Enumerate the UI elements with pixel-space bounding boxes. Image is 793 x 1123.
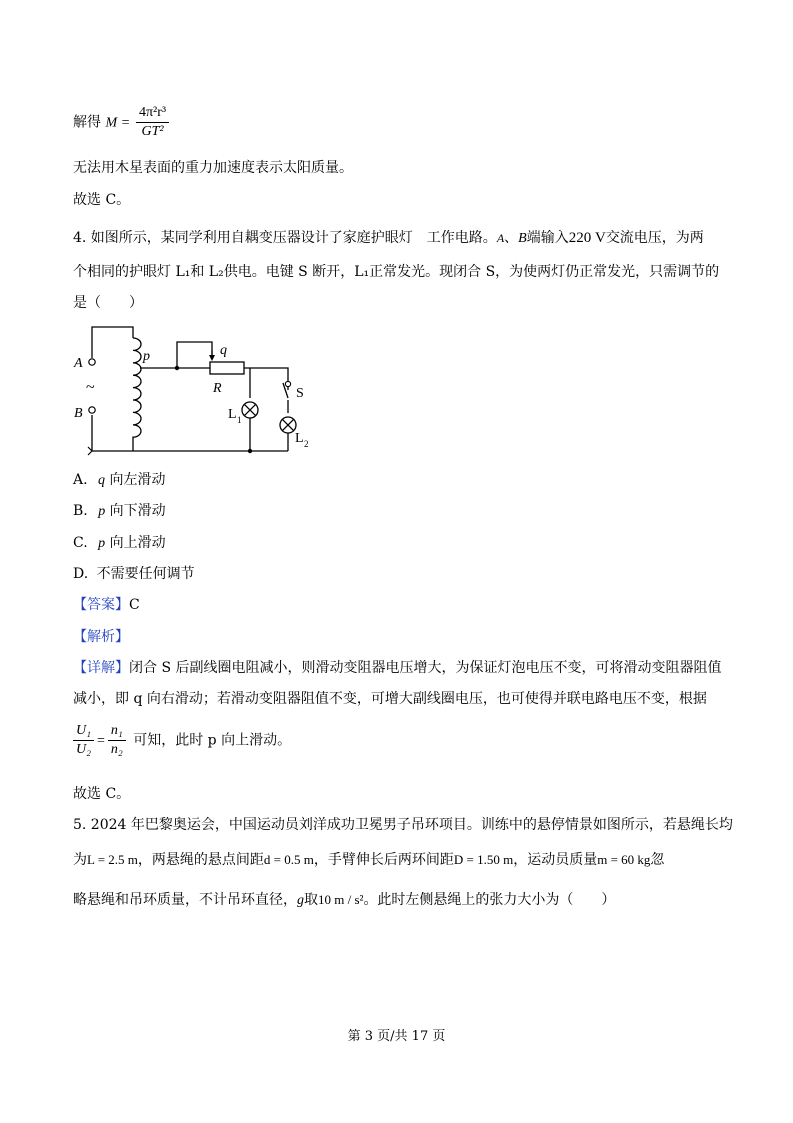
transformer-coil bbox=[133, 338, 141, 451]
q5-stem-line2 bbox=[73, 850, 664, 870]
q4-line1-text: 4. 如图所示，某同学利用自耦变压器设计了家庭护眼灯 工作电路。 bbox=[73, 230, 497, 246]
q4-stem-line2: 个相同的护眼灯 L₁和 L₂供电。电键 S 断开，L₁正常发光。现闭合 S，为使两灯仍正常发光，只需调节的 bbox=[73, 264, 720, 280]
junction-dot bbox=[248, 449, 252, 453]
formula-denominator: GT² bbox=[141, 124, 164, 139]
label-l2: L bbox=[295, 431, 304, 446]
option-c[interactable] bbox=[73, 533, 166, 554]
q5-l3-b: 取 bbox=[304, 892, 318, 908]
q5-g: g bbox=[297, 893, 304, 908]
q4-terminal-a: A bbox=[496, 231, 505, 245]
label-q: q bbox=[220, 343, 227, 358]
answer-line bbox=[73, 595, 140, 615]
solution-formula: 解得 M = $\frac{\text{4π²r³}}{\text{GT²}}$ bbox=[73, 104, 172, 141]
circuit-diagram bbox=[70, 320, 310, 460]
q5-mass: m = 60 kg bbox=[597, 852, 651, 867]
label-p: p bbox=[143, 349, 150, 364]
page-footer: 第 3 页/共 17 页 bbox=[347, 1029, 446, 1044]
slider-arrow-icon bbox=[209, 355, 215, 361]
ratio-n2: n₂ bbox=[110, 742, 123, 757]
option-a-text: 向左滑动 bbox=[109, 472, 166, 488]
note-text: 无法用木星表面的重力加速度表示太阳质量。 bbox=[73, 160, 353, 176]
ratio-u bbox=[73, 722, 94, 759]
detail-line1 bbox=[73, 658, 722, 678]
q5-stem-line1: 5. 2024 年巴黎奥运会，中国运动员刘洋成功卫冕男子吊环项目。训练中的悬停情景如图所示，若悬绳长均 bbox=[73, 817, 733, 833]
q4-mid: 端输入 bbox=[526, 230, 569, 246]
q5-l3-c: 。此时左侧悬绳上的张力大小为（ ） bbox=[363, 892, 616, 908]
q4-stem-line3: 是（ ） bbox=[73, 295, 143, 311]
option-c-text: 向上滑动 bbox=[109, 535, 166, 551]
formula-fraction bbox=[136, 104, 169, 141]
ratio-n bbox=[108, 722, 126, 759]
q4-conclusion: 故选 C。 bbox=[73, 786, 131, 802]
conclusion-prev: 故选 C。 bbox=[73, 192, 131, 208]
label-b: B bbox=[74, 406, 83, 421]
option-b-text: 向下滑动 bbox=[109, 503, 166, 519]
analysis-tag: 【解析】 bbox=[73, 629, 129, 645]
q4-sep: 、 bbox=[504, 230, 519, 246]
junction-dot bbox=[175, 366, 179, 370]
option-d-text: 不需要任何调节 bbox=[96, 566, 195, 582]
q5-l2-f: 忽 bbox=[650, 852, 665, 868]
answer-value: C bbox=[129, 597, 140, 613]
option-a-var: q bbox=[98, 473, 106, 488]
label-l2-sub: 2 bbox=[304, 439, 309, 449]
q5-l2-a: 为 bbox=[73, 852, 87, 868]
wire-a-top bbox=[92, 327, 133, 358]
label-l1: L bbox=[228, 407, 237, 422]
option-a[interactable] bbox=[73, 470, 165, 491]
q5-l2-b: ，两悬绳的悬点间距 bbox=[137, 852, 264, 868]
label-r: R bbox=[213, 381, 222, 396]
detail-text-3: 可知，此时 p 向上滑动。 bbox=[133, 732, 292, 749]
option-c-var: p bbox=[98, 536, 106, 551]
option-d[interactable] bbox=[73, 564, 195, 584]
formula-lhs: M bbox=[105, 115, 118, 131]
label-a: A bbox=[74, 356, 83, 371]
detail-line3: $\frac{\text{U₁}}{\text{U₂}}$ = $\frac{\text{n₁}}{\text{n₂}}$ 可知，此时 p 向上滑动。 bbox=[73, 722, 291, 759]
option-b-letter: B. bbox=[73, 503, 88, 519]
analysis-line bbox=[73, 627, 129, 647]
q5-spacing-big-d: D = 1.50 m bbox=[453, 852, 514, 867]
option-c-letter: C. bbox=[73, 535, 88, 551]
ratio-u1: U₁ bbox=[73, 722, 94, 741]
terminal-a-icon bbox=[89, 359, 95, 365]
solve-prefix: 解得 bbox=[73, 114, 101, 131]
detail-tag: 【详解】 bbox=[73, 660, 129, 676]
label-ac: ~ bbox=[86, 379, 95, 396]
option-d-letter: D. bbox=[73, 566, 89, 582]
rheostat-r bbox=[210, 362, 244, 374]
detail-text-1: 闭合 S 后副线圈电阻减小，则滑动变阻器电压增大，为保证灯泡电压不变，可将滑动变阻器阻值 bbox=[129, 660, 722, 676]
answer-tag: 【答案】 bbox=[73, 597, 129, 613]
wire-bypass bbox=[177, 342, 212, 368]
terminal-b-icon bbox=[89, 407, 95, 413]
q4-terminal-b: B bbox=[518, 231, 527, 246]
switch-contact-icon bbox=[285, 381, 290, 386]
q5-l2-c: ，手臂伸长后两环间距 bbox=[313, 852, 454, 868]
q5-g-value: 10 m / s² bbox=[318, 892, 364, 907]
q4-voltage: 220 V bbox=[568, 230, 606, 246]
label-s: S bbox=[296, 386, 304, 401]
ratio-n1: n₁ bbox=[108, 722, 126, 741]
q4-line1-end: 交流电压，为两 bbox=[605, 230, 704, 246]
q5-stem-line3 bbox=[73, 890, 615, 911]
label-l1-sub: 1 bbox=[237, 415, 242, 425]
q4-stem-line1 bbox=[73, 228, 704, 249]
q5-l3-a: 略悬绳和吊环质量，不计吊环直径， bbox=[73, 892, 297, 908]
detail-line2: 减小，即 q 向右滑动；若滑动变阻器阻值不变，可增大副线圈电压，也可使得并联电路电压不变，根据 bbox=[73, 691, 707, 707]
formula-numerator: 4π²r³ bbox=[136, 104, 169, 123]
option-b[interactable] bbox=[73, 501, 166, 522]
q5-l2-e: ，运动员质量 bbox=[513, 852, 598, 868]
option-b-var: p bbox=[98, 504, 106, 519]
q5-spacing-d: d = 0.5 m bbox=[263, 852, 314, 867]
ratio-u2: U₂ bbox=[76, 742, 91, 757]
option-a-letter: A. bbox=[73, 472, 88, 488]
q5-length: L = 2.5 m bbox=[87, 852, 138, 867]
wire-b-bottom bbox=[92, 415, 133, 451]
